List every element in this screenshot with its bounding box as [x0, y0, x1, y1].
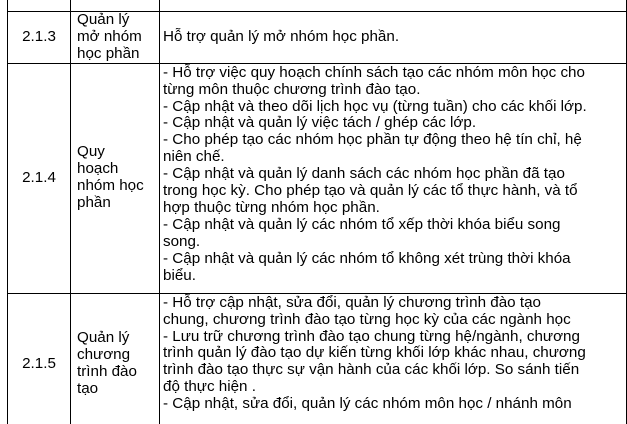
desc-line: hợp thuộc từng nhóm học phần. [163, 198, 380, 216]
desc-line: niên chế. [163, 148, 225, 166]
table-row [8, 12, 627, 64]
name-line: nhóm học [77, 177, 144, 195]
table-row [8, 293, 627, 424]
table-row [8, 63, 627, 293]
desc-line: biểu. [163, 266, 196, 284]
desc-line: - Cập nhật và theo dõi lịch học vụ (từng tuần) cho các khối lớp. [163, 97, 587, 115]
row-id-cell [8, 0, 71, 12]
desc-line: - Cập nhật và quản lý danh sách các nhóm học phần đã tạo [163, 165, 565, 183]
row-desc-cell [160, 63, 627, 293]
desc-line: chung, chương trình đào tạo từng học kỳ của các ngành học [163, 310, 571, 328]
row-name-cell [71, 0, 160, 12]
row-desc-cell [160, 12, 627, 64]
desc-line: độ thực hiện . [163, 378, 256, 396]
desc-line: - Hỗ trợ cập nhật, sửa đổi, quản lý chương trình đào tạo [163, 293, 541, 311]
desc-line: trình đào tạo thực sự vận hành của các khối lớp. So sánh tiến [163, 361, 580, 379]
desc-line: từng môn thuộc chương trình đào tạo. [163, 80, 421, 98]
row-name-cell [71, 63, 160, 293]
desc-line: - Cập nhật và quản lý các nhóm tổ không xét trùng thời khóa [163, 249, 571, 267]
row-id-cell: 2.1.5 [8, 293, 71, 424]
desc-line: - Cập nhật và quản lý các nhóm tổ xếp thời khóa biểu song [163, 215, 561, 233]
name-line: trình đào [77, 363, 137, 381]
name-line: Quản lý [77, 11, 130, 28]
name-line: phần [77, 194, 111, 212]
desc-line: trình quản lý đào tạo dự kiến từng khối lớp khác nhau, chương [163, 344, 586, 362]
desc-line: - Hỗ trợ việc quy hoạch chính sách tạo các nhóm môn học cho [163, 63, 585, 81]
row-desc-cell [160, 0, 627, 12]
row-id-cell: 2.1.4 [8, 63, 71, 293]
name-line: Quản lý [77, 329, 130, 347]
desc-line: trong học kỳ. Cho phép tạo và quản lý các tổ thực hành, và tổ [163, 182, 578, 200]
row-id-cell: 2.1.3 [8, 12, 71, 64]
row-name-cell [71, 12, 160, 64]
name-line: mở nhóm [77, 27, 142, 45]
name-line: tạo [77, 380, 99, 398]
row-name-cell [71, 293, 160, 424]
function-spec-table [7, 0, 627, 424]
row-desc-cell [160, 293, 627, 424]
name-line: Quy [77, 143, 105, 161]
desc-line: - Lưu trữ chương trình đào tạo chung từng hệ/ngành, chương [163, 327, 580, 345]
name-line: học phần [77, 44, 140, 62]
desc-line: song. [163, 232, 201, 250]
desc-line: - Cập nhật và quản lý việc tách / ghép các lớp. [163, 114, 477, 132]
name-line: hoạch [77, 160, 119, 178]
table-row [8, 0, 627, 12]
desc-line: - Cập nhật, sửa đổi, quản lý các nhóm môn học / nhánh môn [163, 395, 572, 413]
desc-line: Hỗ trợ quản lý mở nhóm học phần. [163, 27, 400, 45]
name-line: chương [77, 346, 131, 364]
desc-line: - Cho phép tạo các nhóm học phần tự động theo hệ tín chỉ, hệ [163, 131, 582, 149]
